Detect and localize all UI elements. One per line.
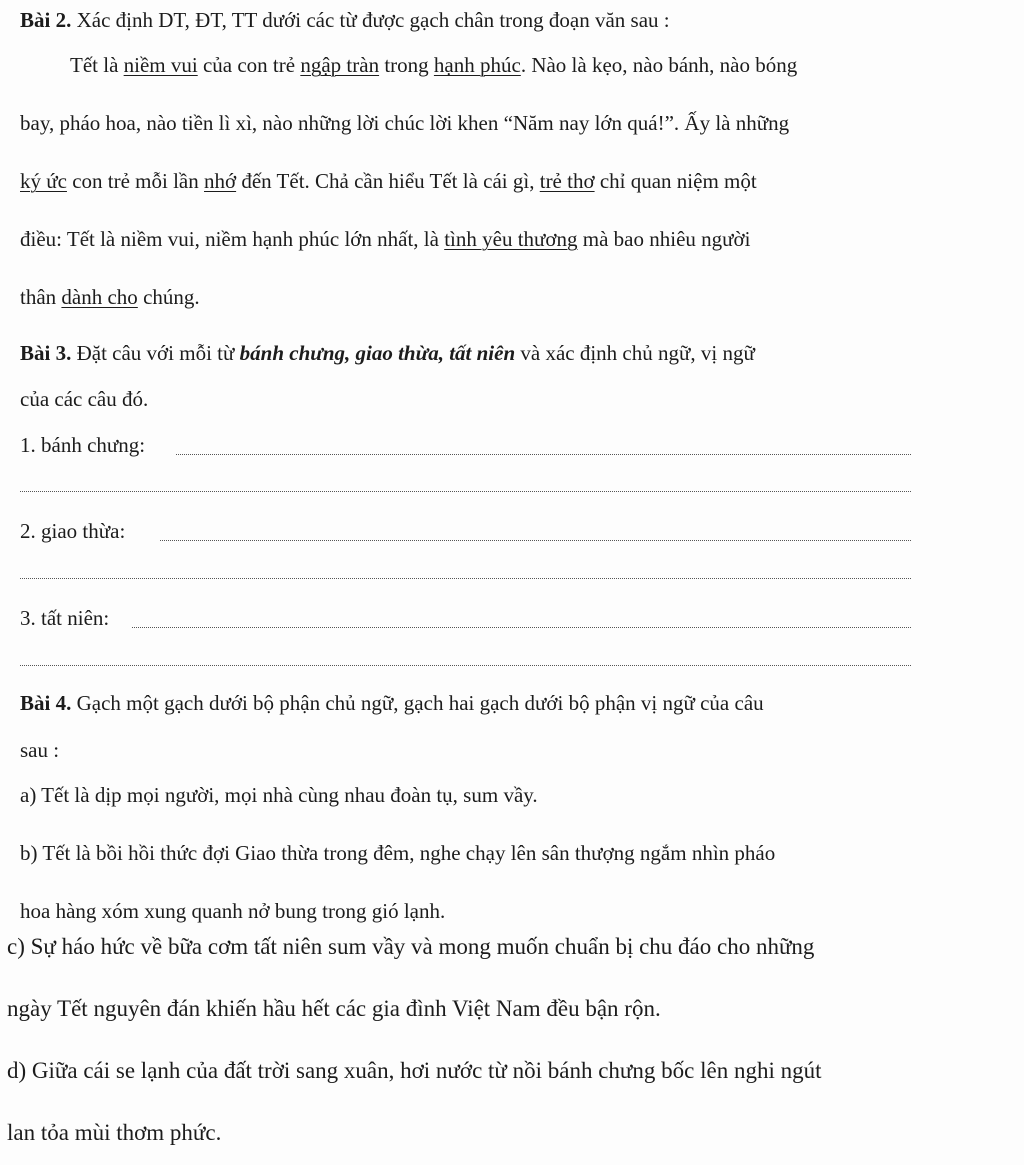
text-run: trong: [379, 53, 434, 77]
underlined-word: nhớ: [204, 169, 237, 193]
answer-line[interactable]: [132, 627, 911, 628]
answer-line[interactable]: [20, 665, 911, 666]
bai3-item-2-label: 2. giao thừa:: [20, 519, 126, 543]
text-run: Tết là: [70, 53, 124, 77]
text-run: của con trẻ: [197, 53, 301, 77]
underlined-word: dành cho: [61, 285, 138, 309]
answer-line[interactable]: [176, 454, 911, 455]
answer-line[interactable]: [160, 540, 911, 541]
bai4-label: Bài 4.: [20, 691, 72, 715]
text-run: Đặt câu với mỗi từ: [71, 341, 240, 365]
bai2-paragraph-line-5: [20, 284, 200, 310]
text-run: chúng.: [137, 285, 200, 309]
text-run: Gạch một gạch dưới bộ phận chủ ngữ, gạch hai gạch dưới bộ phận vị ngữ của câu: [71, 691, 764, 715]
bai4-sentence-c-line-1: c) Sự háo hức về bữa cơm tất niên sum vầy và mong muốn chuẩn bị chu đáo cho những: [7, 934, 815, 959]
bai4-sentence-d-line-2: lan tỏa mùi thơm phức.: [7, 1120, 222, 1145]
bai4-sentence-d-line-1: d) Giữa cái se lạnh của đất trời sang xuân, hơi nước từ nồi bánh chưng bốc lên nghi ngút: [7, 1058, 822, 1083]
bai3-item-1-label: 1. bánh chưng:: [20, 433, 146, 457]
answer-line[interactable]: [20, 491, 911, 492]
bai3-heading: [20, 340, 755, 366]
underlined-word: trẻ thơ: [539, 169, 595, 193]
bai2-paragraph-line-2: bay, pháo hoa, nào tiền lì xì, nào những lời chúc lời khen “Năm nay lớn quá!”. Ấy là những: [20, 111, 790, 135]
bai4-heading-line-2: sau :: [20, 738, 60, 762]
bai3-keywords: bánh chưng, giao thừa, tất niên: [239, 341, 516, 365]
bai4-heading: [20, 690, 764, 716]
text-run: đến Tết. Chả cần hiểu Tết là cái gì,: [236, 169, 540, 193]
bai2-label: Bài 2.: [20, 8, 72, 32]
bai3-heading-line-2: của các câu đó.: [20, 387, 149, 411]
answer-line[interactable]: [20, 578, 911, 579]
text-run: con trẻ mỗi lần: [66, 169, 204, 193]
bai4-sentence-c-line-2: ngày Tết nguyên đán khiến hầu hết các gia đình Việt Nam đều bận rộn.: [7, 996, 661, 1021]
bai4-sentence-a: a) Tết là dịp mọi người, mọi nhà cùng nhau đoàn tụ, sum vầy.: [20, 783, 538, 807]
text-run: điều: Tết là niềm vui, niềm hạnh phúc lớn nhất, là: [20, 227, 445, 251]
bai4-sentence-b-line-2: hoa hàng xóm xung quanh nở bung trong gió lạnh.: [20, 899, 446, 923]
underlined-word: hạnh phúc: [433, 53, 521, 77]
bai2-instruction: Xác định DT, ĐT, TT dưới các từ được gạch chân trong đoạn văn sau :: [71, 8, 670, 32]
bai3-label: Bài 3.: [20, 341, 72, 365]
text-run: và xác định chủ ngữ, vị ngữ: [515, 341, 755, 365]
bai2-paragraph-line-3: [20, 168, 757, 194]
bai2-heading: [20, 7, 670, 33]
text-run: chỉ quan niệm một: [594, 169, 757, 193]
text-run: thân: [20, 285, 62, 309]
underlined-word: tình yêu thương: [444, 227, 578, 251]
bai3-item-3-label: 3. tất niên:: [20, 606, 110, 630]
text-run: . Nào là kẹo, nào bánh, nào bóng: [520, 53, 798, 77]
bai2-paragraph-line-4: [20, 226, 750, 252]
underlined-word: ngập tràn: [300, 53, 380, 77]
bai4-sentence-b-line-1: b) Tết là bồi hồi thức đợi Giao thừa trong đêm, nghe chạy lên sân thượng ngắm nhìn pháo: [20, 841, 776, 865]
underlined-word: niềm vui: [123, 53, 198, 77]
text-run: mà bao nhiêu người: [577, 227, 751, 251]
bai2-paragraph-line-1: [70, 52, 797, 78]
underlined-word: ký ức: [20, 169, 67, 193]
